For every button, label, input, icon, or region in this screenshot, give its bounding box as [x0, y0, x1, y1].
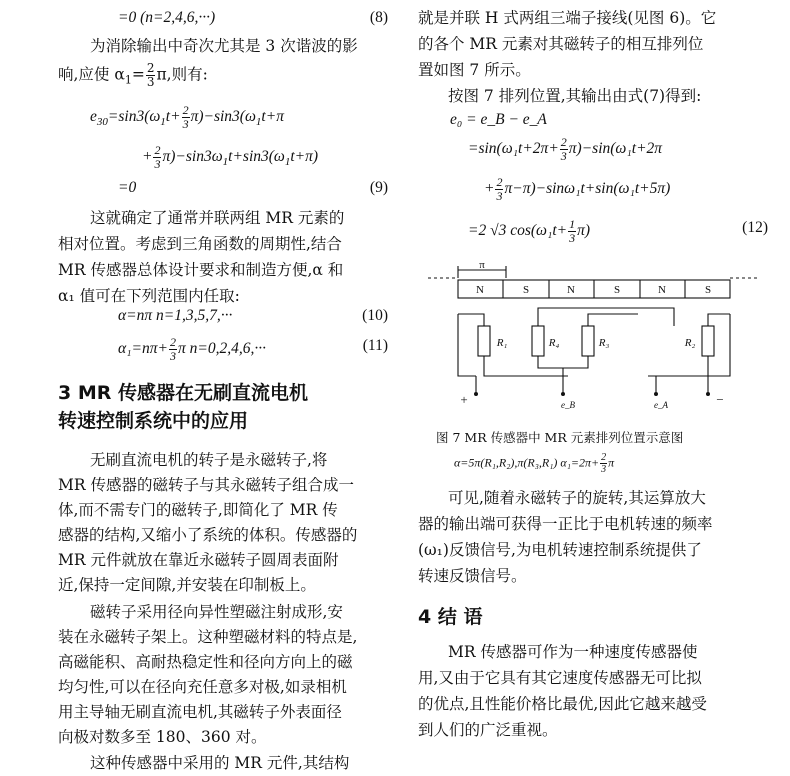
paragraph-line: (ω₁)反馈信号,为电机转速控制系统提供了	[418, 541, 702, 559]
resistor-R3	[582, 326, 594, 356]
ea-label: e_A	[654, 400, 668, 410]
paragraph-line: 均匀性,可以在径向充任意多对极,如录相机	[58, 678, 347, 696]
paragraph-line: 这就确定了通常并联两组 MR 元素的	[90, 209, 345, 227]
eb-label: e_B	[561, 400, 575, 410]
equation-9-line1: $e_{30}=\sin 3(\omega_1t+$ $\frac{2}{3}$ $\pi)-\sin 3(\omega_1t+\pi$	[90, 103, 284, 131]
paragraph-line: 无刷直流电机的转子是永磁转子,将	[90, 451, 328, 469]
figure-7-diagram	[418, 256, 768, 416]
paragraph-line: 高磁能积、高耐热稳定性和径向方向上的磁	[58, 653, 353, 671]
paragraph-line: 置如图 7 所示。	[418, 61, 531, 79]
section-heading-3: 3 MR 传感器在无刷直流电机	[58, 382, 308, 404]
paragraph-line: 这种传感器中采用的 MR 元件,其结构	[90, 754, 350, 772]
paragraph-line: 用,又由于它具有其它速度传感器无可比拟	[418, 669, 702, 687]
wire	[648, 356, 708, 376]
terminal-eb	[561, 392, 565, 396]
wire	[708, 314, 730, 326]
section-heading-3-line2: 转速控制系统中的应用	[58, 410, 249, 432]
wire	[538, 356, 588, 368]
wire	[538, 308, 674, 326]
pole-label: S	[613, 284, 621, 296]
resistor-label: R₁	[496, 337, 508, 349]
paragraph-line: MR 传感器可作为一种速度传感器使	[448, 643, 698, 661]
resistor-label: R₄	[548, 337, 560, 349]
figure-caption: 图 7 MR 传感器中 MR 元素排列位置示意图	[436, 430, 684, 445]
paragraph-line: 体,而不需专门的磁转子,即简化了 MR 传	[58, 501, 338, 519]
paragraph-line: 感器的结构,又缩小了系统的体积。传感器的	[58, 526, 358, 544]
wire	[484, 356, 568, 376]
equation-9-line3: =0 (9)	[118, 179, 388, 196]
pole-label: N	[476, 284, 484, 296]
paragraph-line: 的各个 MR 元素对其磁转子的相互排列位	[418, 35, 704, 53]
paragraph-line: 向极对数多至 180、360 对。	[58, 728, 267, 746]
paragraph-line: 可见,随着永磁转子的旋转,其运算放大	[448, 489, 706, 507]
figure-caption-equation: α=5π(R₁,R₂),π(R₃,R₁) α₁=2π+ $\frac{2}{3}$ π	[454, 452, 615, 475]
equation-12-line4: =2 √3 cos(ω₁t+ $\frac{1}{3}$ π) (12)	[468, 217, 768, 245]
plus-label: +	[460, 392, 468, 407]
terminal-plus	[474, 392, 478, 396]
equation-9-line2: + $\frac{2}{3}$ $\pi)-\sin 3\omega_1t+\sin 3(\omega_1t+\pi)$	[142, 143, 319, 171]
paragraph-line: 的优点,且性能价格比最优,因此它越来越受	[418, 695, 707, 713]
paragraph-line: 装在永磁转子架上。这种塑磁材料的特点是,	[58, 628, 358, 646]
paragraph-line: 到人们的广泛重视。	[418, 721, 558, 739]
equation-12-line3: + $\frac{2}{3}$ π−π)−sinω₁t+sin(ω₁t+5π)	[484, 175, 671, 203]
resistor-label: R₃	[598, 337, 610, 349]
paragraph-line: MR 传感器的磁转子与其永磁转子组合成一	[58, 476, 354, 494]
terminal-minus	[706, 392, 710, 396]
paragraph-line: MR 传感器总体设计要求和制造方便,α 和	[58, 261, 344, 279]
wire	[708, 314, 730, 376]
terminal-ea	[654, 392, 658, 396]
paragraph-line: 器的输出端可获得一正比于电机转速的频率	[418, 515, 713, 533]
paragraph-line: 为消除输出中奇次尤其是 3 次谐波的影	[90, 37, 358, 55]
resistor-R4	[532, 326, 544, 356]
equation-12-line2: =sin(ω₁t+2π+ $\frac{2}{3}$ π)−sin(ω₁t+2π	[468, 135, 663, 163]
equation-12-line1: e₀ = e_B − e_A	[450, 111, 547, 128]
pi-label: π	[479, 259, 485, 271]
paragraph-line: 就是并联 H 式两组三端子接线(见图 6)。它	[418, 9, 717, 27]
pole-label: N	[567, 284, 575, 296]
paragraph-line: α₁ 值可在下列范围内任取:	[58, 287, 240, 305]
paragraph-line: 转速反馈信号。	[418, 567, 527, 585]
equation-10: α=nπ n=1,3,5,7,··· (10)	[118, 307, 388, 324]
paragraph-line: 用主导轴无刷直流电机,其磁转子外表面径	[58, 703, 342, 721]
wire	[458, 314, 476, 376]
paragraph-line: 按图 7 排列位置,其输出由式(7)得到:	[448, 87, 702, 105]
pole-label: S	[704, 284, 712, 296]
resistor-R2	[702, 326, 714, 356]
equation-11: α₁=nπ+ $\frac{2}{3}$ π n=0,2,4,6,··· (11)	[118, 335, 388, 363]
paragraph-line: 响,应使 $\alpha_1=$ $\frac{2}{3}$ π,则有:	[58, 61, 208, 89]
minus-label: −	[716, 392, 724, 407]
paragraph-line: MR 元件就放在靠近永磁转子圆周表面附	[58, 551, 339, 569]
resistor-label: R₂	[684, 337, 696, 349]
pole-label: S	[522, 284, 530, 296]
pole-label: N	[658, 284, 666, 296]
paragraph-line: 相对位置。考虑到三角函数的周期性,结合	[58, 235, 342, 253]
equation-8: =0 (n=2,4,6,···) (8)	[118, 9, 388, 26]
paragraph-line: 近,保持一定间隙,并安装在印制板上。	[58, 576, 316, 594]
resistor-R1	[478, 326, 490, 356]
wire	[588, 314, 638, 326]
paragraph-line: 磁转子采用径向异性塑磁注射成形,安	[90, 603, 343, 621]
wire	[458, 314, 484, 326]
section-heading-4: 4 结 语	[418, 606, 483, 628]
